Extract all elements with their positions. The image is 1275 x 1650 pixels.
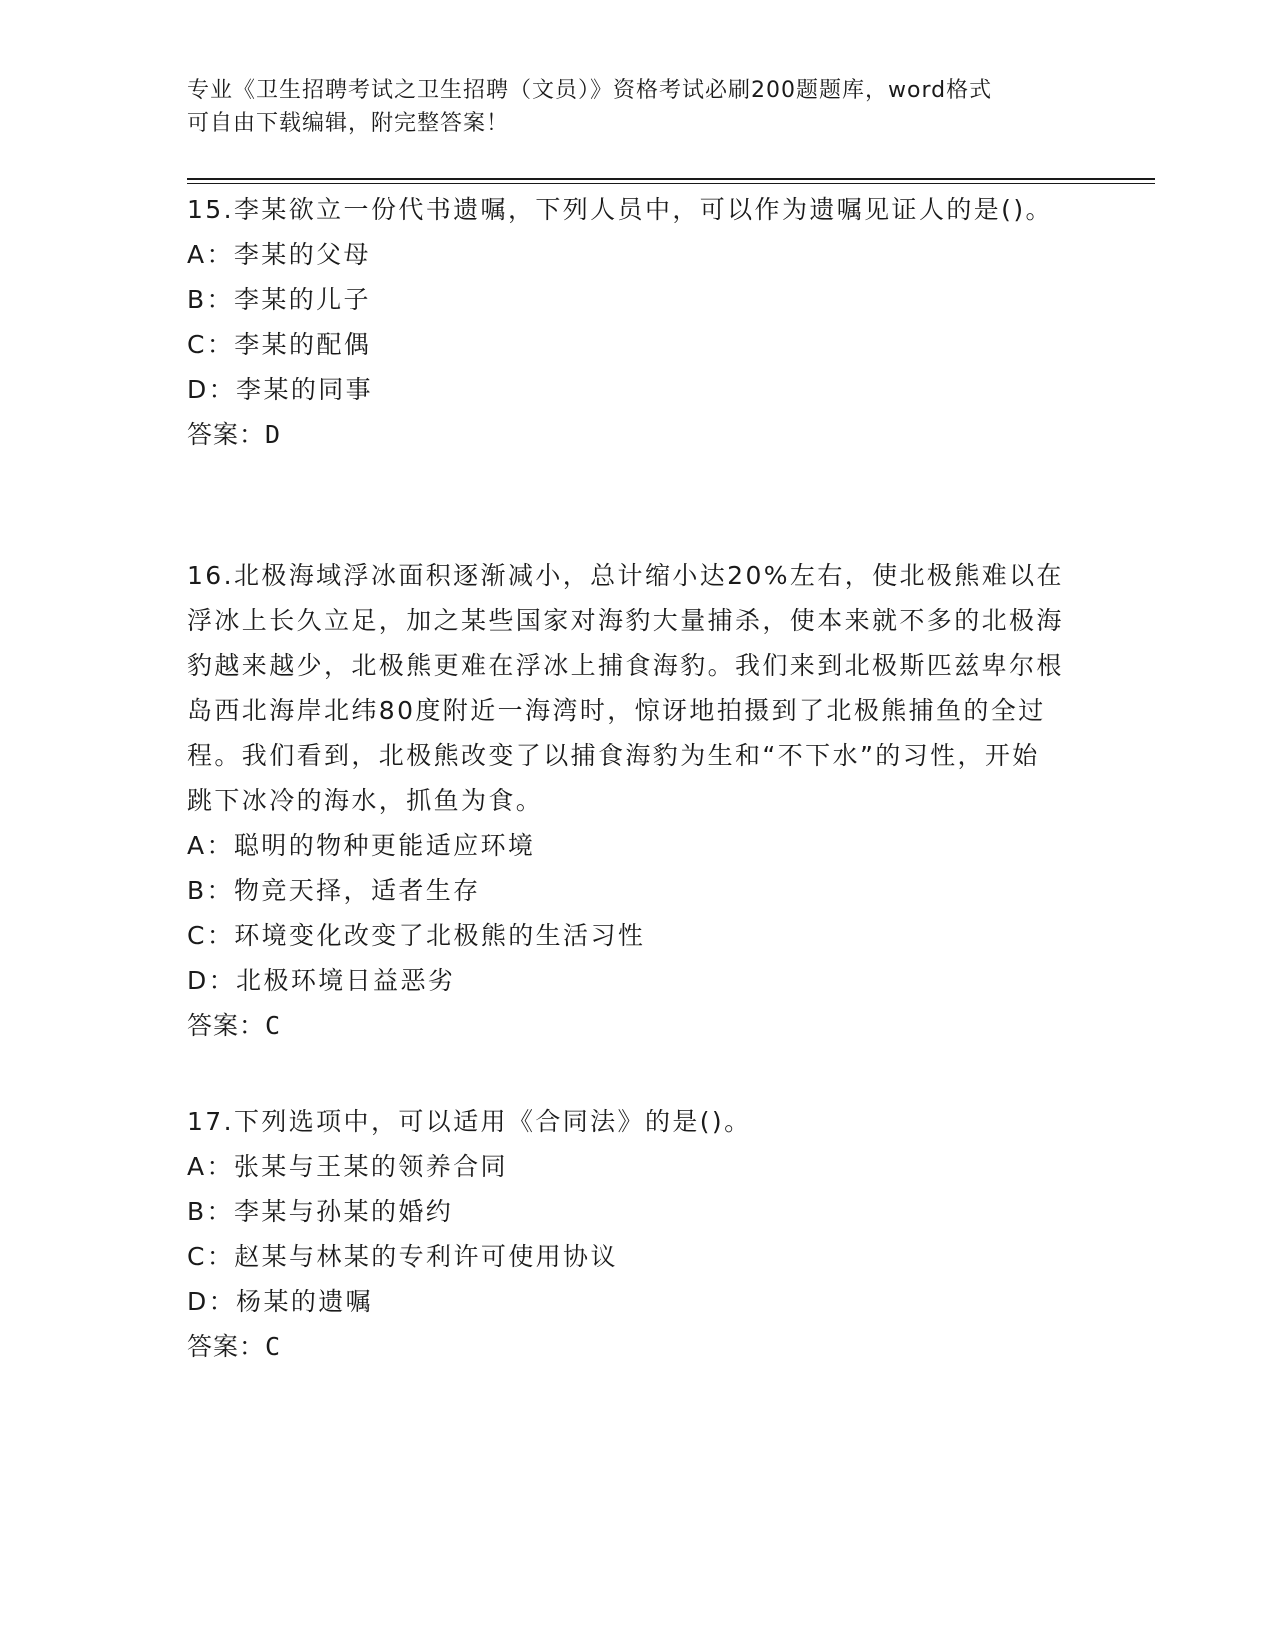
answer-value: C [265, 1332, 282, 1361]
option-d: D：李某的同事 [187, 375, 374, 404]
header-line-1: 专业《卫生招聘考试之卫生招聘（文员）》资格考试必刷200题题库，word格式 [187, 78, 993, 103]
option-b: B：李某的儿子 [187, 285, 371, 314]
question-17 [187, 1099, 1067, 1369]
header-divider-thin [187, 183, 1155, 184]
option-c: C：赵某与林某的专利许可使用协议 [187, 1242, 618, 1271]
option-b: B：李某与孙某的婚约 [187, 1197, 454, 1226]
answer-line [187, 412, 1067, 457]
answer-label: 答案： [187, 1332, 266, 1361]
header-divider-thick [187, 178, 1155, 180]
question-stem: 15.李某欲立一份代书遗嘱，下列人员中，可以作为遗嘱见证人的是()。 [187, 195, 1053, 224]
question-stem: 16.北极海域浮冰面积逐渐减小，总计缩小达20%左右，使北极熊难以在浮冰上长久立足，加之某些国家对海豹大量捕杀，使本来就不多的北极海豹越来越少，北极熊更难在浮冰上捕食海豹。我们来到北极斯匹兹卑尔根岛西北海岸北纬80度附近一海湾时，惊讶地拍摄到了北极熊捕鱼的全过程。我们看到，北极熊改变了以捕食海豹为生和“不下水”的习性，开始跳下冰冷的海水，抓鱼为食。 [187, 561, 1064, 815]
question-stem: 17.下列选项中，可以适用《合同法》的是()。 [187, 1107, 752, 1136]
document-header [187, 74, 1067, 140]
answer-label: 答案： [187, 1011, 266, 1040]
question-15 [187, 187, 1067, 457]
answer-label: 答案： [187, 420, 266, 449]
header-line-2: 可自由下载编辑，附完整答案！ [187, 111, 510, 136]
option-d: D：北极环境日益恶劣 [187, 966, 456, 995]
option-a: A：李某的父母 [187, 240, 371, 269]
answer-value: D [265, 420, 282, 449]
question-16 [187, 553, 1067, 1048]
answer-line [187, 1324, 1067, 1369]
option-a: A：聪明的物种更能适应环境 [187, 831, 536, 860]
option-b: B：物竞天择，适者生存 [187, 876, 481, 905]
option-c: C：李某的配偶 [187, 330, 372, 359]
option-d: D：杨某的遗嘱 [187, 1287, 374, 1316]
option-a: A：张某与王某的领养合同 [187, 1152, 508, 1181]
answer-line [187, 1003, 1067, 1048]
option-c: C：环境变化改变了北极熊的生活习性 [187, 921, 646, 950]
answer-value: C [265, 1011, 282, 1040]
